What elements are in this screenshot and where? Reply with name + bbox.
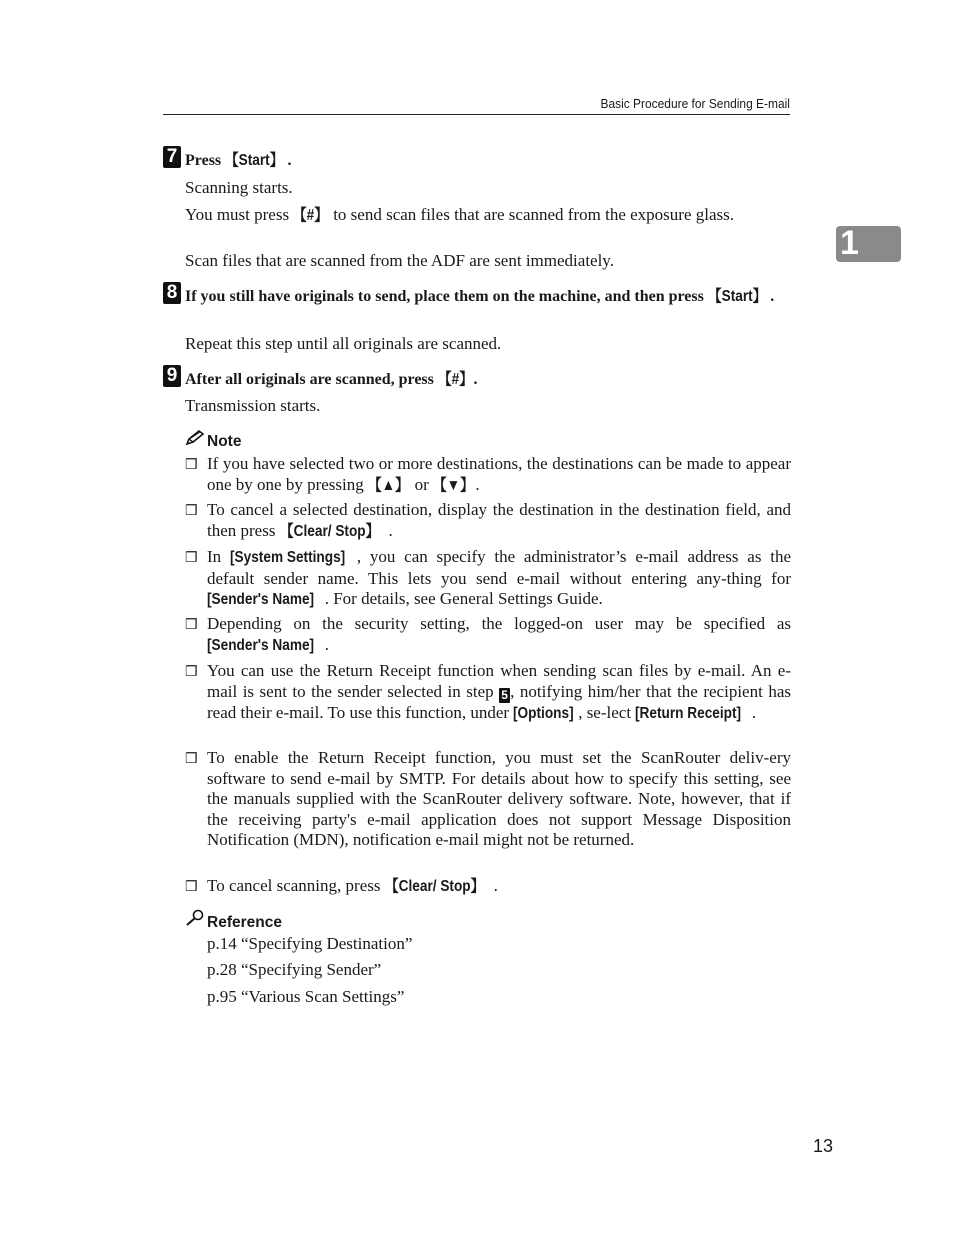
reference-link[interactable]: p.14 “Specifying Destination” — [207, 934, 413, 953]
step-9-title-end: . — [473, 371, 478, 388]
start-key: 【Start】 — [707, 288, 767, 305]
note-text: or — [410, 474, 434, 494]
note-text: In — [207, 547, 230, 566]
step-7-p2-text-end: to send scan files that are scanned from the exposure glass. — [328, 205, 734, 224]
note-text: . — [493, 876, 498, 895]
note-text: To enable the Return Receipt function, you must set the ScanRouter deliv-ery software to send e-mail by SMTP. For details about how to specify this setting, see the manuals supplied with the ScanRouter delivery software. Note, however, that if the receiving party's e-mail application does not support Message Disposition Notification (MDN), notification e-mail might not be returned. — [207, 748, 791, 849]
note-text: If you have selected two or more destinations, the destinations can be made to appear one by one by pressing — [207, 454, 791, 494]
chapter-tab — [836, 226, 901, 262]
reference-heading — [185, 909, 282, 932]
down-arrow-key: 【▼】 — [433, 476, 474, 494]
note-text: You can use the Return Receipt function when sending scan files by e-mail. An e-mail is sent to the sender selected in step — [207, 661, 791, 701]
magnifier-icon — [185, 909, 205, 932]
clear-stop-key: 【Clear/ Stop】 — [384, 878, 485, 895]
step-7-paragraph-1: Scanning starts. — [185, 178, 293, 197]
note-text: To cancel scanning, press — [207, 876, 385, 895]
step-8-paragraph: Repeat this step until all originals are scanned. — [185, 334, 502, 353]
step-reference-badge: 5 — [499, 688, 510, 703]
note-text: To cancel a selected destination, display the destination in the destination field, and then press — [207, 500, 791, 540]
checkbox-bullet-icon: ❒ — [185, 458, 198, 473]
step-8-badge: 8 — [163, 282, 181, 304]
step-7-paragraph-3: Scan files that are scanned from the ADF are sent immediately. — [185, 251, 614, 270]
note-heading-text: Note — [207, 433, 242, 450]
step-7-p2-text: You must press — [185, 205, 294, 224]
step-9-paragraph: Transmission starts. — [185, 396, 321, 415]
note-text: . — [324, 634, 329, 654]
note-text: . — [475, 474, 480, 494]
step-9-title — [185, 370, 791, 390]
note-item — [185, 661, 791, 724]
note-text: , se-lect — [578, 702, 636, 722]
note-item — [185, 748, 791, 851]
step-9-badge: 9 — [163, 365, 181, 387]
note-text: , you can specify the administrator’s e-mail address as the default sender name. This lets you send e-mail without entering any-thing for — [207, 547, 791, 588]
note-text: Depending on the security setting, the logged-on user may be specified as — [207, 614, 791, 633]
step-7-title-text: Press — [185, 152, 226, 169]
running-header — [163, 96, 790, 115]
reference-link[interactable]: p.28 “Specifying Sender” — [207, 960, 382, 979]
checkbox-bullet-icon: ❒ — [185, 504, 198, 519]
step-8-title — [185, 287, 791, 307]
reference-heading-text: Reference — [207, 914, 282, 931]
up-arrow-key: 【▲】 — [368, 476, 409, 494]
reference-link[interactable]: p.95 “Various Scan Settings” — [207, 987, 405, 1006]
note-item — [185, 454, 791, 496]
checkbox-bullet-icon: ❒ — [185, 665, 198, 680]
page-number: 13 — [813, 1136, 834, 1156]
checkbox-bullet-icon: ❒ — [185, 618, 198, 633]
running-title: Basic Procedure for Sending E-mail — [600, 96, 790, 111]
pencil-icon — [185, 430, 205, 451]
note-item — [185, 614, 791, 656]
note-item — [185, 876, 791, 898]
note-item — [185, 500, 791, 542]
senders-name-key: [Sender's Name] — [207, 591, 315, 608]
options-key: [Options] — [513, 704, 574, 722]
senders-name-key: [Sender's Name] — [207, 636, 315, 654]
return-receipt-key: [Return Receipt] — [635, 704, 742, 722]
note-item — [185, 547, 791, 611]
step-7-title-end: . — [287, 152, 292, 169]
step-9-title-text: After all originals are scanned, press — [185, 371, 438, 388]
step-8-title-text: If you still have originals to send, place them on the machine, and then press — [185, 288, 708, 305]
hash-key: 【#】 — [293, 207, 329, 224]
checkbox-bullet-icon: ❒ — [185, 551, 198, 566]
start-key: 【Start】 — [225, 152, 284, 169]
note-heading — [185, 430, 241, 451]
chapter-number: 1 — [840, 224, 858, 262]
checkbox-bullet-icon: ❒ — [185, 752, 198, 767]
step-8-title-end: . — [770, 288, 775, 305]
note-text: . For details, see General Settings Guide. — [324, 589, 603, 608]
system-settings-key: [System Settings] — [229, 549, 346, 566]
checkbox-bullet-icon: ❒ — [185, 880, 198, 895]
hash-key: 【#】 — [437, 371, 473, 388]
note-text: . — [388, 520, 393, 540]
note-text: , notifying him/her that the recipient has read their e-mail. To use this function, under — [207, 681, 791, 722]
note-text: . — [751, 702, 757, 722]
clear-stop-key: 【Clear/ Stop】 — [279, 522, 380, 540]
step-7-title — [185, 151, 791, 171]
step-7-badge: 7 — [163, 146, 181, 168]
step-7-paragraph-2 — [185, 205, 791, 227]
